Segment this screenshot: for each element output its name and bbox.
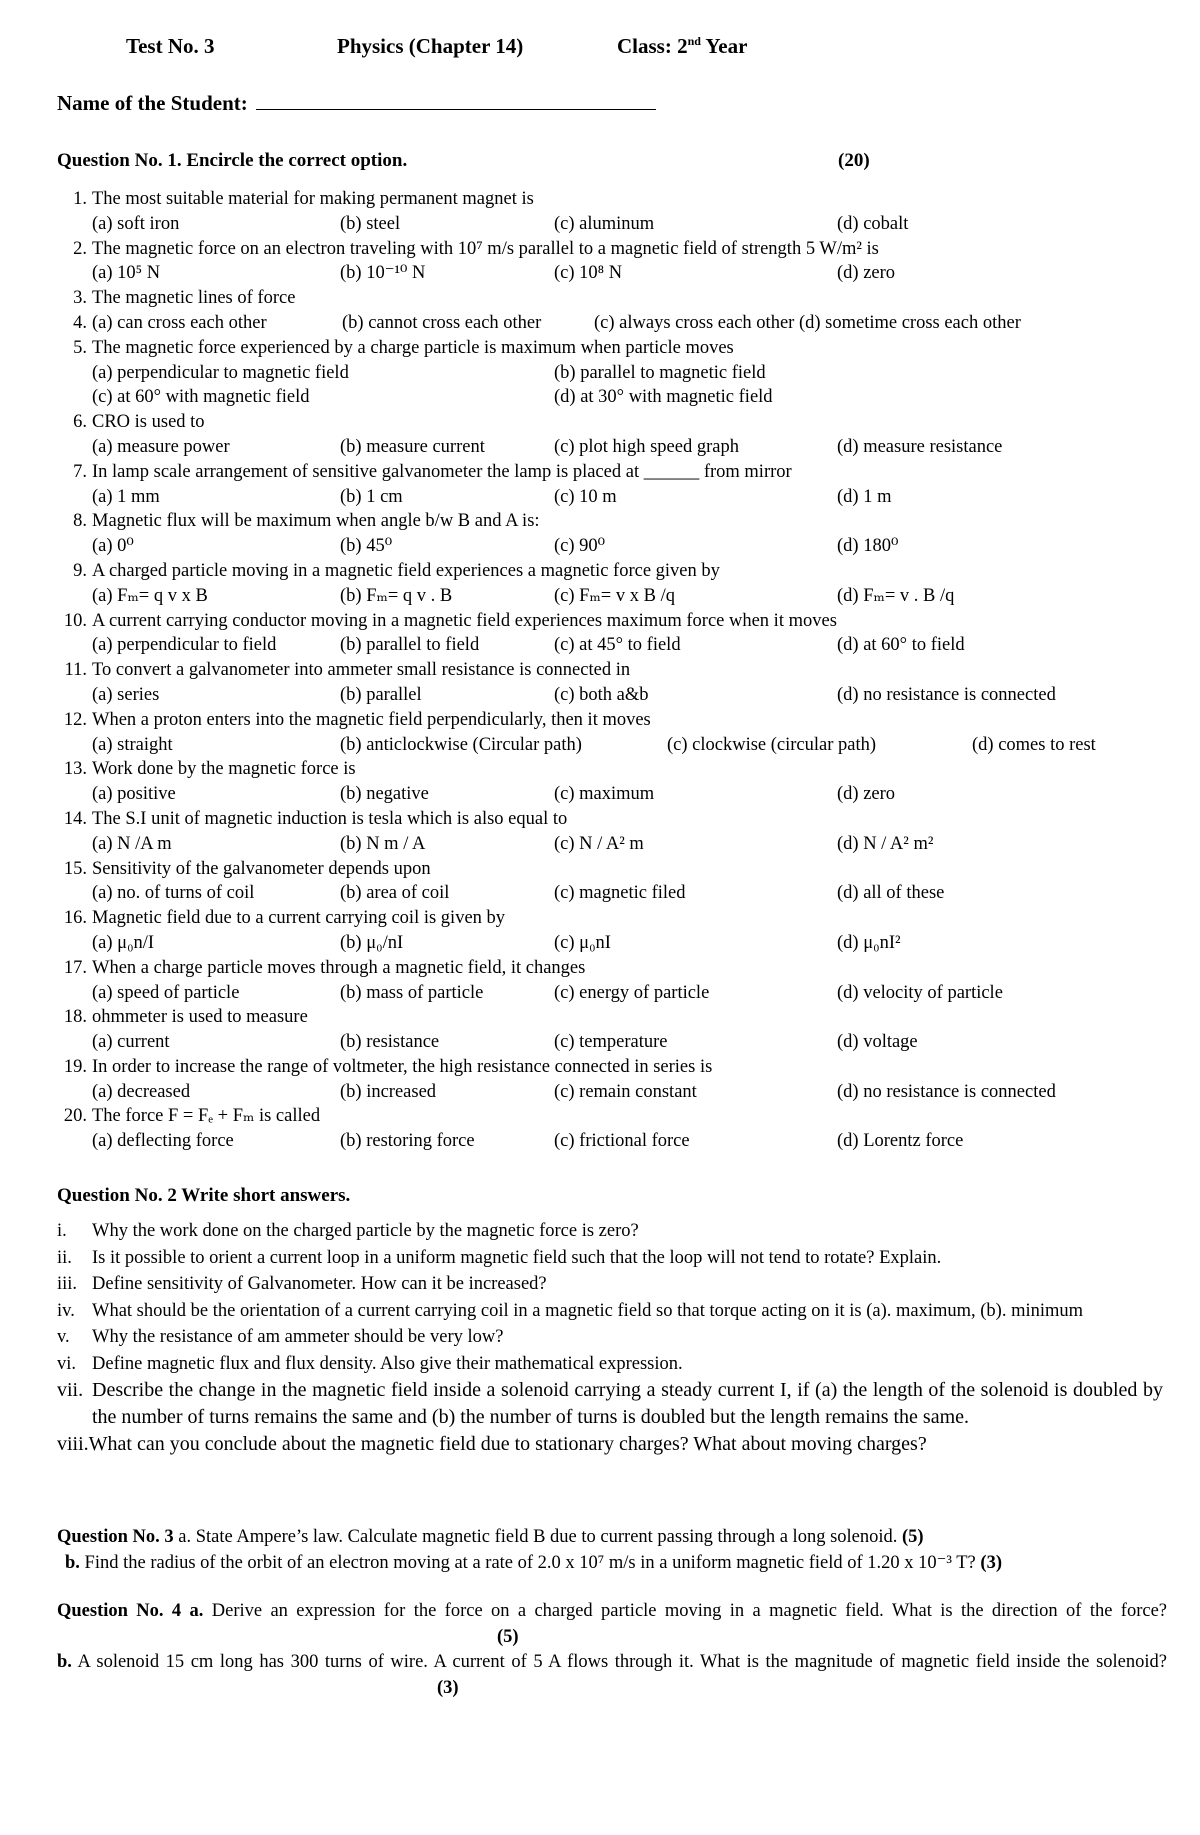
mcq-number: 3. (73, 288, 87, 309)
mcq-number: 11. (64, 660, 87, 681)
mcq-option: (d) N / A² m² (837, 833, 934, 854)
mcq-option: (a) μ₀n/I (92, 932, 155, 953)
mcq-option: (c) aluminum (554, 213, 655, 234)
mcq-stem: In order to increase the range of voltmeter, the high resistance connected in series is (92, 1056, 713, 1077)
short-answer-item (57, 1377, 1163, 1431)
mcq-option: (d) measure resistance (837, 436, 1003, 457)
mcq-option: (a) positive (92, 784, 176, 805)
mcq-option: (c) frictional force (554, 1131, 690, 1152)
short-answer-text: Why the resistance of am ammeter should be very low? (92, 1327, 504, 1347)
mcq-option: (b) anticlockwise (Circular path) (340, 734, 582, 755)
mcq-option: (a) 0⁰ (92, 536, 134, 557)
mcq-stem: The magnetic lines of force (92, 288, 296, 309)
mcq-stem: When a proton enters into the magnetic field perpendicularly, then it moves (92, 709, 651, 730)
mcq-number: 2. (73, 238, 87, 259)
mcq-stem: Sensitivity of the galvanometer depends upon (92, 858, 431, 879)
mcq-option: (d) velocity of particle (837, 982, 1003, 1003)
mcq-option: (a) straight (92, 734, 173, 755)
mcq-option: (b) μ₀/nI (340, 932, 404, 953)
mcq-option: (a) soft iron (92, 213, 180, 234)
mcq-option: (a) no. of turns of coil (92, 883, 255, 904)
mcq-option: (d) zero (837, 784, 896, 805)
short-answer-numeral: viii. (57, 1433, 89, 1455)
question-4b (57, 1650, 1167, 1701)
short-answer-list (57, 1218, 1163, 1458)
mcq-number: 20. (63, 1106, 87, 1127)
mcq-stem: A current carrying conductor moving in a magnetic field experiences maximum force when it moves (92, 610, 837, 631)
mcq-stem: When a charge particle moves through a magnetic field, it changes (92, 957, 586, 978)
class-text: Class: 2 (617, 34, 688, 58)
short-answer-numeral: iv. (57, 1300, 75, 1321)
mcq-options-row (57, 261, 1157, 286)
question-3b-text: Find the radius of the orbit of an electron moving at a rate of 2.0 x 10⁷ m/s in a uniform magnetic field of 1.20 x 10⁻³ T? (79, 1553, 976, 1573)
mcq-options-row (57, 733, 1157, 758)
mcq-option: (d) no resistance is connected (837, 684, 1056, 705)
mcq-option: (c) at 45° to field (554, 635, 681, 656)
question-3a (57, 1524, 1167, 1550)
question-3 (57, 1524, 1167, 1576)
mcq-option: (b) Fₘ= q v . B (340, 585, 453, 606)
mcq-option: (d) comes to rest (972, 734, 1096, 755)
short-answer-numeral: vi. (57, 1353, 77, 1374)
mcq-number: 18. (63, 1007, 87, 1028)
mcq-option: (c) at 60° with magnetic field (92, 387, 310, 408)
mcq-option: (c) maximum (554, 784, 655, 805)
mcq-option: (a) 1 mm (92, 486, 160, 507)
question-4b-marks: (3) (437, 1677, 459, 1698)
short-answer-numeral: ii. (57, 1247, 72, 1268)
question-2-heading: Question No. 2 Write short answers. (57, 1185, 351, 1206)
mcq-question-stem-row (57, 708, 1157, 733)
mcq-number: 8. (73, 511, 87, 532)
mcq-question-stem-row (57, 460, 1157, 485)
class-label (617, 34, 747, 59)
mcq-number: 16. (63, 908, 87, 929)
mcq-option: (a) deflecting force (92, 1131, 234, 1152)
mcq-options-row (57, 931, 1157, 956)
mcq-option: (d) all of these (837, 883, 945, 904)
mcq-option: (d) cobalt (837, 213, 909, 234)
mcq-question-stem-row (57, 336, 1157, 361)
mcq-options-row (57, 683, 1157, 708)
mcq-options-row (57, 485, 1157, 510)
question-1-heading: Question No. 1. Encircle the correct option. (57, 150, 408, 171)
question-4a (57, 1599, 1167, 1650)
mcq-option: (c) plot high speed graph (554, 436, 739, 457)
mcq-option: (d) μ₀nI² (837, 932, 901, 953)
mcq-number: 19. (63, 1056, 87, 1077)
short-answer-text: Why the work done on the charged particle by the magnetic force is zero? (92, 1221, 639, 1241)
test-number: Test No. 3 (126, 34, 215, 58)
mcq-stem: Magnetic field due to a current carrying coil is given by (92, 908, 506, 929)
student-name-line[interactable] (256, 91, 656, 110)
question-4-label: Question No. 4 a. (57, 1601, 204, 1621)
question-4b-label: b. (57, 1652, 72, 1672)
mcq-options-row (57, 633, 1157, 658)
mcq-stem: (a) can cross each other (92, 312, 267, 333)
mcq-options-row (57, 534, 1157, 559)
mcq-option: (d) at 60° to field (837, 635, 965, 656)
mcq-options-row (57, 832, 1157, 857)
mcq-option: (a) 10⁵ N (92, 263, 161, 284)
mcq-number: 7. (73, 461, 87, 482)
question-3-label: Question No. 3 (57, 1527, 174, 1547)
mcq-stem: CRO is used to (92, 412, 205, 433)
mcq-stem: Magnetic flux will be maximum when angle b/w B and A is: (92, 511, 540, 532)
mcq-option: (d) 1 m (837, 486, 892, 507)
mcq-question-stem-row (57, 237, 1157, 262)
mcq-stem: ohmmeter is used to measure (92, 1007, 308, 1028)
mcq-question-stem-row (57, 509, 1157, 534)
mcq-stem: The force F = Fₑ + Fₘ is called (92, 1106, 321, 1127)
short-answer-text: What can you conclude about the magnetic field due to stationary charges? What about moving charges? (88, 1433, 927, 1455)
mcq-option: (d) Fₘ= v . B /q (837, 585, 955, 606)
short-answer-item (57, 1271, 1163, 1298)
mcq-number: 15. (63, 858, 87, 879)
mcq-number: 9. (73, 560, 87, 581)
mcq-option: (b) 45⁰ (340, 536, 393, 557)
mcq-options-row (57, 212, 1157, 237)
mcq-option: (b) mass of particle (340, 982, 484, 1003)
short-answer-text: What should be the orientation of a current carrying coil in a magnetic field so that torque acting on it is (a). maximum, (b). minimum (92, 1300, 1084, 1321)
mcq-options-row (57, 782, 1157, 807)
mcq-question-stem-row (57, 1005, 1157, 1030)
mcq-question-stem-row (57, 410, 1157, 435)
subject-title: Physics (Chapter 14) (337, 34, 524, 58)
mcq-stem: A charged particle moving in a magnetic field experiences a magnetic force given by (92, 560, 720, 581)
mcq-option: (c) temperature (554, 1032, 668, 1053)
mcq-option: (d) zero (837, 263, 896, 284)
mcq-option: (a) current (92, 1032, 170, 1053)
mcq-option: (c) 10 m (554, 486, 617, 507)
mcq-stem: The magnetic force on an electron traveling with 10⁷ m/s parallel to a magnetic field of strength 5 W/m² is (92, 238, 879, 259)
mcq-stem: The magnetic force experienced by a charge particle is maximum when particle moves (92, 337, 734, 358)
mcq-option: (c) energy of particle (554, 982, 710, 1003)
mcq-option: (d) voltage (837, 1032, 918, 1053)
mcq-option: (b) cannot cross each other (342, 312, 542, 333)
mcq-options-row (57, 1129, 1157, 1154)
student-name-label: Name of the Student: (57, 91, 248, 115)
mcq-option: (b) resistance (340, 1032, 440, 1053)
mcq-option: (c) 10⁸ N (554, 263, 623, 284)
mcq-options-row (57, 435, 1157, 460)
question-4a-text: Derive an expression for the force on a charged particle moving in a magnetic field. What is the direction of the force? (203, 1601, 1167, 1621)
short-answer-text: Describe the change in the magnetic field inside a solenoid carrying a steady current I, if (a) the length of the solenoid is doubled by the number of turns remains the same and (b) the number of turns is doubled but the length remains the same. (92, 1379, 1163, 1428)
question-4b-text: A solenoid 15 cm long has 300 turns of wire. A current of 5 A flows through it. What is the magnitude of magnetic field inside the solenoid? (71, 1652, 1167, 1672)
mcq-number: 14. (63, 808, 87, 829)
mcq-option: (c) N / A² m (554, 833, 644, 854)
question-3a-text: a. State Ampere’s law. Calculate magnetic field B due to current passing through a long solenoid. (173, 1527, 898, 1547)
mcq-option: (d) Lorentz force (837, 1131, 964, 1152)
short-answer-text: Define magnetic flux and flux density. Also give their mathematical expression. (92, 1353, 683, 1374)
mcq-option: (c) 90⁰ (554, 536, 606, 557)
mcq-option: (b) negative (340, 784, 429, 805)
mcq-option: (c) clockwise (circular path) (667, 734, 877, 755)
mcq-question-stem-row (57, 658, 1157, 683)
mcq-option: (d) at 30° with magnetic field (554, 387, 773, 408)
short-answer-item (57, 1218, 1163, 1245)
question-4a-marks: (5) (497, 1626, 519, 1647)
mcq-option: (b) 10⁻¹⁰ N (340, 263, 426, 284)
short-answer-item (57, 1431, 1163, 1458)
mcq-number: 6. (73, 412, 87, 433)
mcq-option: (b) increased (340, 1081, 437, 1102)
short-answer-item (57, 1324, 1163, 1351)
mcq-options-row (57, 1030, 1157, 1055)
mcq-question-stem-row (57, 807, 1157, 832)
mcq-question-stem-row (57, 559, 1157, 584)
mcq-option: (b) 1 cm (340, 486, 403, 507)
short-answer-item (57, 1298, 1163, 1325)
mcq-option: (c) remain constant (554, 1081, 697, 1102)
class-suffix: Year (700, 34, 748, 58)
mcq-option: (c) always cross each other (d) sometime cross each other (594, 312, 1021, 333)
mcq-question-stem-row (57, 187, 1157, 212)
short-answer-item (57, 1351, 1163, 1378)
mcq-option: (c) μ₀nI (554, 932, 611, 953)
mcq-question-stem-row (57, 857, 1157, 882)
mcq-option: (b) restoring force (340, 1131, 475, 1152)
short-answer-numeral: iii. (57, 1274, 78, 1294)
mcq-option: (b) area of coil (340, 883, 450, 904)
mcq-options-row (57, 385, 1157, 410)
mcq-stem: The most suitable material for making permanent magnet is (92, 189, 534, 209)
mcq-option: (b) parallel to field (340, 635, 480, 656)
mcq-list (57, 187, 1157, 1154)
short-answer-numeral: i. (57, 1221, 67, 1241)
question-3b (57, 1550, 1167, 1576)
mcq-number: 10. (63, 610, 87, 631)
question-3a-marks: (5) (902, 1527, 924, 1547)
mcq-option: (a) decreased (92, 1081, 191, 1102)
question-3b-label: b. (65, 1553, 80, 1573)
mcq-options-row (57, 981, 1157, 1006)
mcq-question-stem-row (57, 1104, 1157, 1129)
mcq-option: (a) series (92, 684, 160, 705)
mcq-options-row (57, 361, 1157, 386)
mcq-stem: Work done by the magnetic force is (92, 759, 356, 780)
mcq-stem: To convert a galvanometer into ammeter small resistance is connected in (92, 660, 631, 681)
question-3b-marks: (3) (980, 1553, 1002, 1573)
mcq-number: 12. (63, 709, 87, 730)
mcq-option: (b) measure current (340, 436, 485, 457)
mcq-option: (a) measure power (92, 436, 230, 457)
mcq-question-stem-row (57, 609, 1157, 634)
mcq-options-row (57, 881, 1157, 906)
mcq-question-stem-row (57, 906, 1157, 931)
mcq-option: (c) magnetic filed (554, 883, 686, 904)
mcq-question-stem-row (57, 311, 1157, 336)
mcq-stem: The S.I unit of magnetic induction is tesla which is also equal to (92, 808, 568, 829)
student-name-field (57, 91, 656, 116)
mcq-number: 1. (73, 189, 87, 209)
mcq-option: (d) 180⁰ (837, 536, 899, 557)
question-4 (57, 1599, 1167, 1701)
mcq-option: (d) no resistance is connected (837, 1081, 1056, 1102)
short-answer-text: Is it possible to orient a current loop in a uniform magnetic field such that the loop will not tend to rotate? Explain. (92, 1247, 942, 1268)
mcq-option: (b) parallel to magnetic field (554, 362, 766, 383)
mcq-stem: In lamp scale arrangement of sensitive galvanometer the lamp is placed at ______ from mirror (92, 461, 792, 482)
mcq-number: 13. (63, 759, 87, 780)
mcq-option: (b) parallel (340, 684, 422, 705)
mcq-option: (a) speed of particle (92, 982, 240, 1003)
mcq-question-stem-row (57, 1055, 1157, 1080)
class-sup: nd (687, 34, 701, 48)
mcq-option: (c) both a&b (554, 684, 649, 705)
short-answer-item (57, 1245, 1163, 1272)
short-answer-text: Define sensitivity of Galvanometer. How can it be increased? (92, 1274, 547, 1294)
short-answer-numeral: v. (57, 1327, 70, 1347)
mcq-option: (b) N m / A (340, 833, 426, 854)
mcq-question-stem-row (57, 286, 1157, 311)
mcq-option: (b) steel (340, 213, 401, 234)
question-1-marks: (20) (838, 150, 870, 171)
mcq-option: (a) Fₘ= q v x B (92, 585, 208, 606)
mcq-option: (a) perpendicular to magnetic field (92, 362, 349, 383)
mcq-options-row (57, 1080, 1157, 1105)
short-answer-numeral: vii. (57, 1379, 84, 1401)
mcq-question-stem-row (57, 757, 1157, 782)
mcq-number: 4. (73, 312, 87, 333)
mcq-options-row (57, 584, 1157, 609)
mcq-question-stem-row (57, 956, 1157, 981)
mcq-number: 5. (73, 337, 87, 358)
mcq-number: 17. (63, 957, 87, 978)
mcq-option: (c) Fₘ= v x B /q (554, 585, 675, 606)
mcq-option: (a) perpendicular to field (92, 635, 277, 656)
mcq-option: (a) N /A m (92, 833, 172, 854)
